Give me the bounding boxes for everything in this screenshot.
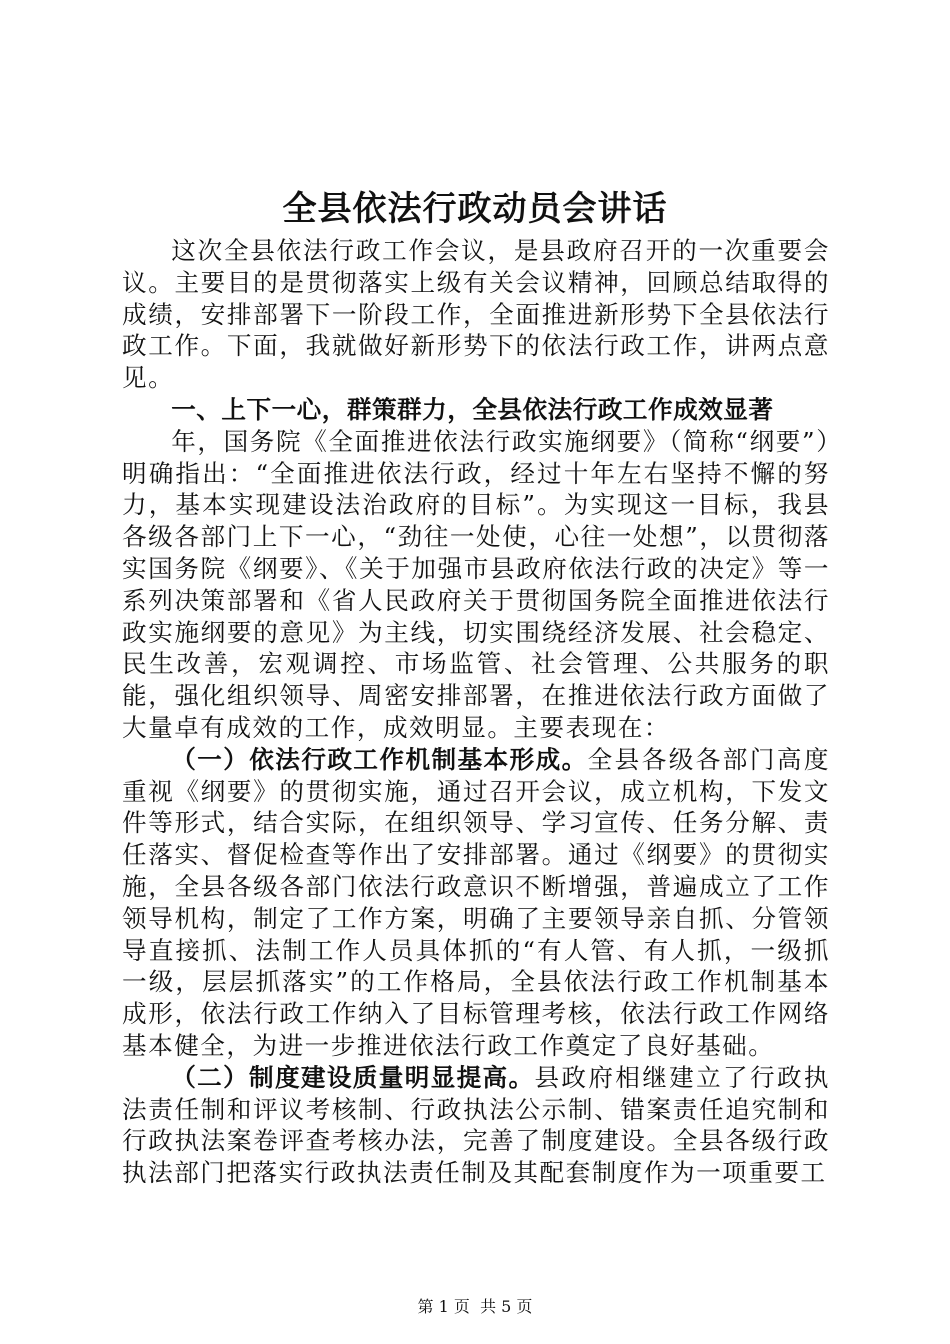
document-body bbox=[122, 235, 830, 1189]
page-footer bbox=[0, 1297, 950, 1317]
item-two-text: 县政府相继建立了行政执法责任制和评议考核制、行政执法公示制、错案责任追究制和行政执法案卷评查考核办法，完善了制度建设。全县各级行政执法部门把落实行政执法责任制及其配套制度作为一项重要工 bbox=[122, 1062, 830, 1188]
item-one-text: 全县各级各部门高度重视《纲要》的贯彻实施，通过召开会议，成立机构，下发文件等形式，结合实际，在组织领导、学习宣传、任务分解、责任落实、督促检查等作出了安排部署。通过《纲要》的贯彻实施，全县各级各部门依法行政意识不断增强，普遍成立了工作领导机构，制定了工作方案，明确了主要领导亲自抓、分管领导直接抓、法制工作人员具体抓的“有人管、有人抓，一级抓一级，层层抓落实”的工作格局，全县依法行政工作机制基本成形，依法行政工作纳入了目标管理考核，依法行政工作网络基本健全，为进一步推进依法行政工作奠定了良好基础。 bbox=[122, 744, 830, 1060]
section-heading: 一、上下一心，群策群力，全县依法行政工作成效显著 bbox=[171, 394, 774, 424]
document-title: 全县依法行政动员会讲话 bbox=[282, 189, 668, 229]
item-one-lead: （一）依法行政工作机制基本形成。 bbox=[171, 744, 588, 774]
page-number: 第 1 页 共 5 页 bbox=[417, 1297, 533, 1316]
item-one-paragraph bbox=[122, 744, 830, 1062]
item-two-paragraph bbox=[122, 1062, 830, 1189]
item-two-lead: （二）制度建设质量明显提高。 bbox=[171, 1062, 535, 1092]
intro-paragraph: 这次全县依法行政工作会议，是县政府召开的一次重要会议。主要目的是贯彻落实上级有关会议精神，回顾总结取得的成绩，安排部署下一阶段工作，全面推进新形势下全县依法行政工作。下面，我就做好新形势下的依法行政工作，讲两点意见。 bbox=[122, 236, 830, 393]
section-paragraph: 年，国务院《全面推进依法行政实施纲要》（简称“纲要”）明确指出：“全面推进依法行政，经过十年左右坚持不懈的努力，基本实现建设法治政府的目标”。为实现这一目标，我县各级各部门上下一心，“劲往一处使，心往一处想”，以贯彻落实国务院《纲要》、《关于加强市县政府依法行政的决定》等一系列决策部署和《省人民政府关于贯彻国务院全面推进依法行政实施纲要的意见》为主线，切实围绕经济发展、社会稳定、民生改善，宏观调控、市场监管、社会管理、公共服务的职能，强化组织领导、周密安排部署，在推进依法行政方面做了大量卓有成效的工作，成效明显。主要表现在： bbox=[122, 426, 830, 742]
